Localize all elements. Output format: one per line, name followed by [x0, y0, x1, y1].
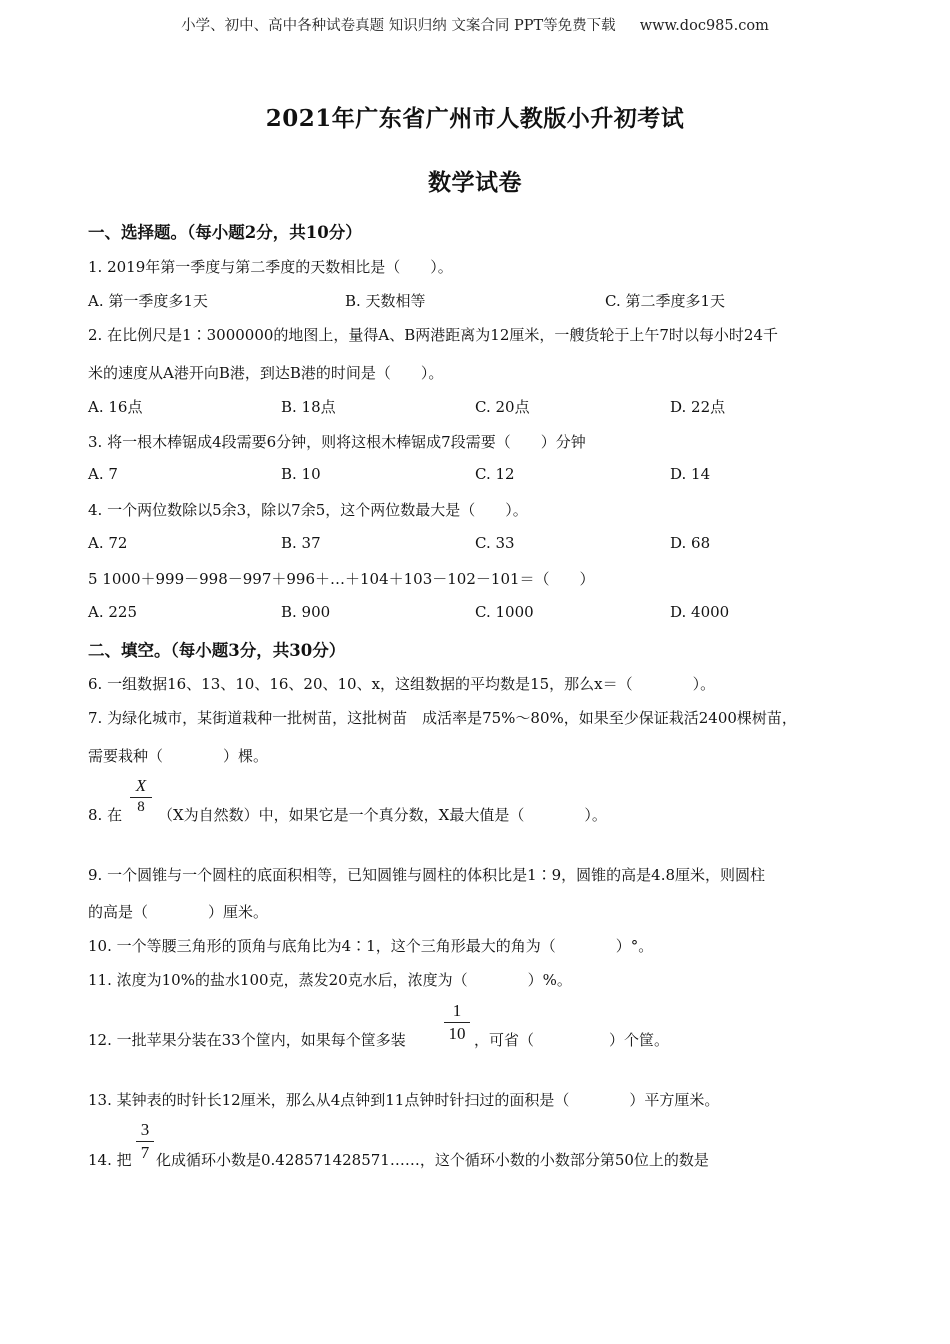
- question-2-line-1: 2. 在比例尺是1∶3000000的地图上，量得A、B两港距离为12厘米，一艘货轮于上午7时以每小时24千: [88, 326, 779, 344]
- question-1: 1. 2019年第一季度与第二季度的天数相比是（ ）。: [88, 258, 453, 276]
- q8-fraction-denominator: 8: [137, 799, 145, 815]
- exam-title: 2021年广东省广州市人教版小升初考试: [265, 105, 685, 132]
- q1-option-a: A. 第一季度多1天: [88, 292, 208, 310]
- q8-fraction: [130, 776, 152, 816]
- q3-option-c: C. 12: [475, 465, 515, 483]
- question-12-suffix: ，可省（ ）个筐。: [474, 1031, 670, 1049]
- q2-option-b: B. 18点: [281, 398, 336, 416]
- q14-fraction-numerator: 3: [140, 1120, 150, 1139]
- q14-fraction: [136, 1120, 154, 1163]
- q12-fraction-denominator: 10: [448, 1024, 466, 1043]
- q5-option-a: A. 225: [88, 603, 137, 621]
- question-7-line-1: 7. 为绿化城市，某街道栽种一批树苗，这批树苗 成活率是75%～80%，如果至少保证栽活2400棵树苗，: [88, 709, 797, 727]
- q14-fraction-bar: [136, 1141, 154, 1142]
- q3-option-d: D. 14: [670, 465, 711, 483]
- question-14-prefix: 14. 把: [88, 1151, 132, 1169]
- question-5: 5 1000＋999－998－997＋996＋…＋104＋103－102－101＝（ ）: [88, 570, 595, 588]
- q5-option-c: C. 1000: [475, 603, 534, 621]
- q8-fraction-bar: [130, 797, 152, 798]
- header-text: 小学、初中、高中各种试卷真题 知识归纳 文案合同 PPT等免费下载: [181, 18, 616, 34]
- q12-fraction-bar: [444, 1022, 470, 1023]
- q5-option-d: D. 4000: [670, 603, 730, 621]
- question-9-line-2: 的高是（ ）厘米。: [88, 903, 269, 921]
- q4-option-d: D. 68: [670, 534, 711, 552]
- question-8-suffix: （X为自然数）中，如果它是一个真分数，X最大值是（ ）。: [158, 806, 607, 824]
- q8-fraction-numerator: X: [135, 776, 147, 795]
- q2-option-d: D. 22点: [670, 398, 726, 416]
- section-2-heading: 二、填空。（每小题3分，共30分）: [88, 641, 346, 660]
- question-6: 6. 一组数据16、13、10、16、20、10、x，这组数据的平均数是15，那么x＝（ ）。: [88, 675, 716, 693]
- q4-option-b: B. 37: [281, 534, 321, 552]
- question-12-prefix: 12. 一批苹果分装在33个筐内，如果每个筐多装: [88, 1031, 406, 1049]
- section-1-heading: 一、选择题。（每小题2分，共10分）: [88, 223, 362, 242]
- q14-fraction-denominator: 7: [140, 1143, 150, 1162]
- q4-option-a: A. 72: [88, 534, 128, 552]
- q4-option-c: C. 33: [475, 534, 515, 552]
- question-13: 13. 某钟表的时针长12厘米，那么从4点钟到11点钟时针扫过的面积是（ ）平方厘米。: [88, 1091, 720, 1109]
- question-3: 3. 将一根木棒锯成4段需要6分钟，则将这根木棒锯成7段需要（ ）分钟: [88, 433, 586, 451]
- question-10: 10. 一个等腰三角形的顶角与底角比为4∶1，这个三角形最大的角为（ ）°。: [88, 937, 654, 955]
- question-7-line-2: 需要栽种（ ）棵。: [88, 747, 269, 765]
- question-8-prefix: 8. 在: [88, 806, 123, 824]
- exam-subtitle: 数学试卷: [428, 169, 522, 196]
- q2-option-a: A. 16点: [88, 398, 143, 416]
- q5-option-b: B. 900: [281, 603, 331, 621]
- q1-option-c: C. 第二季度多1天: [605, 292, 726, 310]
- question-4: 4. 一个两位数除以5余3，除以7余5，这个两位数最大是（ ）。: [88, 501, 528, 519]
- question-9-line-1: 9. 一个圆锥与一个圆柱的底面积相等，已知圆锥与圆柱的体积比是1∶9，圆锥的高是4.8厘米，则圆柱: [88, 866, 766, 884]
- q2-option-c: C. 20点: [475, 398, 530, 416]
- q3-option-a: A. 7: [88, 465, 118, 483]
- question-14-suffix: 化成循环小数是0.428571428571……，这个循环小数的小数部分第50位上的数是: [156, 1151, 709, 1169]
- header-url[interactable]: www.doc985.com: [639, 18, 769, 34]
- page-header: [0, 14, 950, 35]
- question-11: 11. 浓度为10%的盐水100克，蒸发20克水后，浓度为（ ）%。: [88, 971, 572, 989]
- q12-fraction-numerator: 1: [452, 1001, 462, 1020]
- q12-fraction: [444, 1001, 470, 1044]
- q3-option-b: B. 10: [281, 465, 321, 483]
- q1-option-b: B. 天数相等: [345, 292, 426, 310]
- question-2-line-2: 米的速度从A港开向B港，到达B港的时间是（ ）。: [88, 364, 444, 382]
